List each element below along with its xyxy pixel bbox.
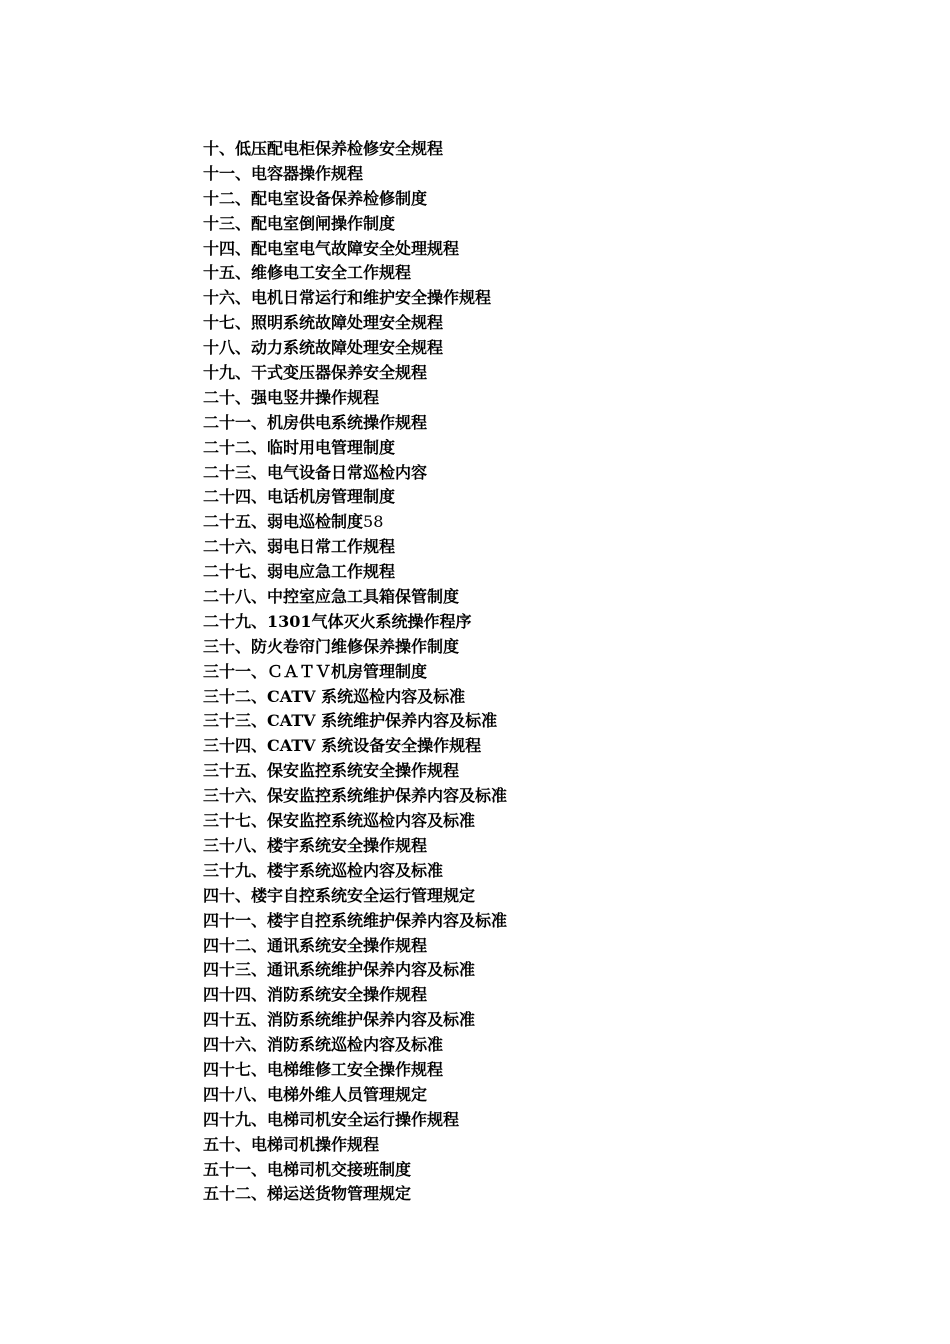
toc-entry-title: 二十四、电话机房管理制度 xyxy=(203,487,396,507)
toc-entry xyxy=(203,610,507,635)
toc-entry xyxy=(203,1058,507,1083)
toc-entry-title: 三十二、CATV 系统巡检内容及标准 xyxy=(203,686,466,706)
toc-entry xyxy=(203,983,507,1008)
toc-entry-title: 四十三、通讯系统维护保养内容及标准 xyxy=(203,960,476,980)
toc-entry xyxy=(203,1133,507,1158)
toc-entry xyxy=(203,784,507,809)
toc-entry xyxy=(203,286,507,311)
toc-entry-title: 十八、动力系统故障处理安全规程 xyxy=(203,338,444,358)
toc-entry xyxy=(203,361,507,386)
toc-entry-page-number: 58 xyxy=(363,512,384,532)
toc-entry xyxy=(203,485,507,510)
toc-entry xyxy=(203,261,507,286)
table-of-contents xyxy=(203,137,507,1207)
toc-entry xyxy=(203,759,507,784)
toc-entry-title: 十五、维修电工安全工作规程 xyxy=(203,263,412,283)
toc-entry-title: 五十二、梯运送货物管理规定 xyxy=(203,1184,412,1204)
toc-entry-title: 十九、干式变压器保养安全规程 xyxy=(203,363,428,383)
toc-entry xyxy=(203,809,507,834)
toc-entry-title: 二十七、弱电应急工作规程 xyxy=(203,562,396,582)
toc-entry xyxy=(203,909,507,934)
toc-entry xyxy=(203,311,507,336)
toc-entry-title: 三十四、CATV 系统设备安全操作规程 xyxy=(203,736,482,756)
toc-entry xyxy=(203,461,507,486)
toc-entry xyxy=(203,709,507,734)
toc-entry-title: 三十六、保安监控系统维护保养内容及标准 xyxy=(203,786,508,806)
toc-entry-title: 三十三、CATV 系统维护保养内容及标准 xyxy=(203,711,498,731)
toc-entry-title: 四十九、电梯司机安全运行操作规程 xyxy=(203,1109,460,1129)
toc-entry xyxy=(203,685,507,710)
toc-entry xyxy=(203,859,507,884)
toc-entry xyxy=(203,1158,507,1183)
toc-entry-title: 四十二、通讯系统安全操作规程 xyxy=(203,935,428,955)
toc-entry xyxy=(203,934,507,959)
toc-entry-title: 四十四、消防系统安全操作规程 xyxy=(203,985,428,1005)
toc-entry-title: 二十六、弱电日常工作规程 xyxy=(203,537,396,557)
toc-entry-title: 十三、配电室倒闸操作制度 xyxy=(203,213,396,233)
toc-entry-title: 二十三、电气设备日常巡检内容 xyxy=(203,462,428,482)
toc-entry-title: 二十一、机房供电系统操作规程 xyxy=(203,412,428,432)
toc-entry xyxy=(203,386,507,411)
toc-entry-title: 四十六、消防系统巡检内容及标准 xyxy=(203,1035,444,1055)
toc-entry xyxy=(203,1033,507,1058)
toc-entry-title: 二十九、1301气体灭火系统操作程序 xyxy=(203,611,472,631)
toc-entry-title: 十七、照明系统故障处理安全规程 xyxy=(203,313,444,333)
toc-entry xyxy=(203,137,507,162)
toc-entry-title: 三十五、保安监控系统安全操作规程 xyxy=(203,761,460,781)
toc-entry xyxy=(203,336,507,361)
toc-entry xyxy=(203,237,507,262)
toc-entry-title: 四十七、电梯维修工安全操作规程 xyxy=(203,1059,444,1079)
toc-entry xyxy=(203,212,507,237)
toc-entry xyxy=(203,958,507,983)
toc-entry-title: 二十八、中控室应急工具箱保管制度 xyxy=(203,587,460,607)
toc-entry xyxy=(203,834,507,859)
toc-entry xyxy=(203,535,507,560)
toc-entry xyxy=(203,660,507,685)
toc-entry-title: 三十八、楼宇系统安全操作规程 xyxy=(203,835,428,855)
toc-entry-title: 四十、楼宇自控系统安全运行管理规定 xyxy=(203,885,476,905)
toc-entry-title: 五十一、电梯司机交接班制度 xyxy=(203,1159,412,1179)
toc-entry xyxy=(203,1182,507,1207)
toc-entry-title: 四十八、电梯外维人员管理规定 xyxy=(203,1084,428,1104)
toc-entry xyxy=(203,560,507,585)
toc-entry xyxy=(203,436,507,461)
toc-entry xyxy=(203,1083,507,1108)
toc-entry-title: 二十、强电竖井操作规程 xyxy=(203,387,380,407)
toc-entry-title: 十四、配电室电气故障安全处理规程 xyxy=(203,238,460,258)
toc-entry-title: 十二、配电室设备保养检修制度 xyxy=(203,188,428,208)
toc-entry-title: 三十、防火卷帘门维修保养操作制度 xyxy=(203,636,460,656)
toc-entry-title: 三十一、ＣＡＴＶ机房管理制度 xyxy=(203,661,428,681)
toc-entry-title: 二十五、弱电巡检制度 xyxy=(203,512,364,532)
toc-entry xyxy=(203,162,507,187)
toc-entry xyxy=(203,1008,507,1033)
toc-entry-title: 三十七、保安监控系统巡检内容及标准 xyxy=(203,811,476,831)
toc-entry-title: 四十一、楼宇自控系统维护保养内容及标准 xyxy=(203,910,508,930)
toc-entry xyxy=(203,635,507,660)
toc-entry-title: 十、低压配电柜保养检修安全规程 xyxy=(203,139,444,158)
toc-entry xyxy=(203,734,507,759)
toc-entry xyxy=(203,411,507,436)
toc-entry xyxy=(203,884,507,909)
toc-entry xyxy=(203,510,507,535)
toc-entry-title: 三十九、楼宇系统巡检内容及标准 xyxy=(203,860,444,880)
toc-entry-title: 十六、电机日常运行和维护安全操作规程 xyxy=(203,288,492,308)
toc-entry xyxy=(203,585,507,610)
toc-entry-title: 四十五、消防系统维护保养内容及标准 xyxy=(203,1010,476,1030)
toc-entry-title: 十一、电容器操作规程 xyxy=(203,163,364,183)
toc-entry-title: 二十二、临时用电管理制度 xyxy=(203,437,396,457)
toc-entry xyxy=(203,1108,507,1133)
toc-entry-title: 五十、电梯司机操作规程 xyxy=(203,1134,380,1154)
toc-entry xyxy=(203,187,507,212)
